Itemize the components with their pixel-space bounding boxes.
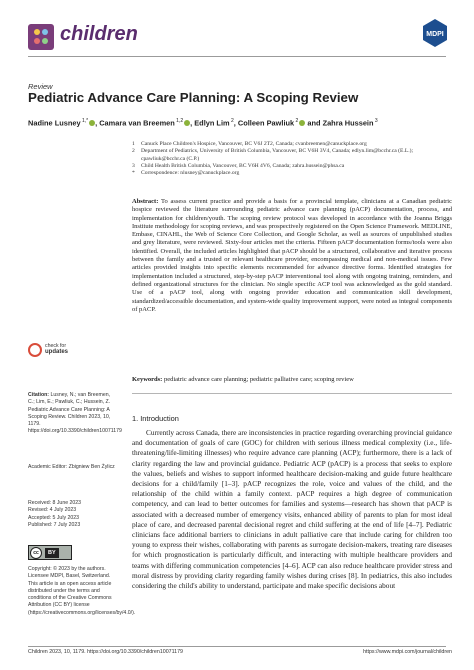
keywords-divider	[132, 393, 452, 394]
affiliation-item	[132, 163, 452, 170]
orcid-icon[interactable]	[299, 120, 305, 126]
creative-commons-icon: cc	[30, 547, 42, 559]
check-updates-line2: updates	[45, 348, 69, 355]
author-name[interactable]: Colleen Pawliuk	[237, 118, 295, 128]
author-affiliation-marker: 2	[229, 118, 234, 124]
article-title: Pediatric Advance Care Planning: A Scoping Review	[28, 90, 359, 105]
author-name[interactable]: Zahra Hussein	[322, 118, 374, 128]
date-accepted: Accepted: 5 July 2023	[28, 514, 80, 521]
body-text: Currently across Canada, there are inconsistencies in practice regarding overarching provincial guidance and documentation of goals of care (GOC) for children with serious illness medical complexity (i.e., life-threatening/life-limiting illnesses) who require advance care planning (ACP); furthermore, there is a lack of clarity regarding the law and provincial guidance. Pediatric ACP (pACP) is a process that seeks to explore the values, beliefs and wishes to support informed healthcare decision-making and guide future healthcare decisions for a child/family [1–3]. pACP recognizes the role, voice and values of the child, and the relationship of the child within a family context. pACP requires a high degree of communication competency, and can lead to better outcomes for families and systems—research has shown that pACP is associated with a decreased number of emergency visits, enhanced ability of parents to plan for most ideal place of care, and decreased parental decisional regret and child suffering at the end of life [4–7]. Pediatric clinicians face additional barriers to clinicians in adult palliative care that include caring for children too young to express their wishes, collaborating with parents as surrogate decision-makers, treating rare diseases for which prognostication is particularly difficult, and interacting with multiple healthcare providers and teams with differing communication competencies [4–6]. ACP can also reduce healthcare provider stress and moral distress by providing clarity regarding family wishes during crises [8]. In pediatrics, this also includes considering the child's ability to understand, participate and make specific decisions about	[132, 428, 452, 591]
affiliation-number: *	[132, 170, 135, 177]
author-affiliation-marker: 2	[294, 118, 299, 124]
keywords	[132, 376, 452, 384]
abstract	[132, 198, 452, 314]
abstract-label: Abstract:	[132, 198, 159, 205]
footer-divider	[28, 646, 446, 647]
affiliation-text: Canuck Place Children's Hospice, Vancouver, BC V6J 2T2, Canada; cvanbreemen@canuckplace.org	[141, 141, 367, 147]
affiliation-number: 3	[132, 162, 135, 169]
body-paragraph	[132, 428, 452, 591]
author-affiliation-marker: 1,*	[80, 118, 89, 124]
date-published: Published: 7 July 2023	[28, 521, 81, 528]
citation-block	[28, 392, 122, 436]
footer-journal-url[interactable]: https://www.mdpi.com/journal/children	[363, 649, 452, 655]
copyright-block: Copyright: © 2023 by the authors. Licensee MDPI, Basel, Switzerland. This article is an open access article distributed under the terms and conditions of the Creative Commons Attribution (CC BY) license (https://creativecommons.org/licenses/by/4.0/).	[28, 566, 136, 616]
abstract-text: To assess current practice and provide a basis for a provincial template, clinicians at a Canadian pediatric hospice reviewed the literature surrounding pediatric advance care planning (pACP) documentation, process, and implementation for children/youth. The scoping review protocol was developed in accordance with the Joanna Briggs Institute methodology for scoping reviews, and was prospectively registered on the Open Science Framework. MEDLINE, Embase, CINAHL, the Web of Science Core Collection, and Google Scholar, as well as sources of unpublished studies and grey literature, were reviewed. Sixty-four articles met the criteria. Fifteen pACP documentation forms/tools were also identified. Overall, the included articles highlighted that pACP should be a structured, collaborative and iterative process between the family and a trusted or relevant healthcare provider, encompassing medical and non-medical issues. Few articles provided insights into specific elements recommended for advance directive forms. Identified strategies for implementation included a structured, step-by-step pACP interventional tool along with ongoing training, reminders, and defined organizational structures for the clinician. No single specific ACP tool was acknowledged as the gold standard. Use of a pACP tool, along with ongoing provider education and communication skill development, standardized/accessible documentation, and system-wide quality improvement support, were noted as integral components of pACP.	[132, 198, 453, 313]
keywords-text: pediatric advance care planning; pediatric palliative care; scoping review	[163, 376, 354, 383]
affiliation-item	[132, 148, 452, 163]
svg-text:MDPI: MDPI	[426, 31, 444, 38]
date-received: Received: 8 June 2023	[28, 500, 82, 506]
author-name[interactable]: Camara van Breemen	[99, 118, 175, 128]
footer-citation[interactable]: Children 2023, 10, 1179. https://doi.org/10.3390/children10071179	[28, 649, 184, 655]
orcid-icon[interactable]	[184, 120, 190, 126]
author-name[interactable]: Nadine Lusney	[28, 118, 81, 128]
affiliation-item	[132, 170, 452, 177]
check-updates-line1: check for	[45, 343, 67, 349]
author-affiliation-marker: 3	[373, 118, 378, 124]
journal-logo-icon	[28, 24, 54, 50]
author-affiliation-marker: 1,2	[174, 118, 184, 124]
citation-text: Lusney, N.; van Breemen, C.; Lim, E.; Pawliuk, C.; Hussein, Z. Pediatric Advance Care Planning: A Scoping Review. Children 2023, 10, 1179. https://doi.org/10.3390/children10071179	[28, 392, 122, 435]
author-list: Nadine Lusney $^{1,*}$ , Camara van Breemen $^{1,2}$ , Edlyn Lim $^2$, Colleen Pawliuk $^2$ and Zahra Hussein $^3$	[28, 118, 378, 128]
author-name[interactable]: Edlyn Lim	[194, 118, 230, 128]
affiliations	[132, 141, 452, 177]
check-updates-icon[interactable]	[28, 343, 42, 357]
affiliation-text: Child Health British Columbia, Vancouver, BC V6H 4V6, Canada; zahra.hussein@phsa.ca	[141, 162, 345, 169]
section-heading: 1. Introduction	[132, 414, 179, 423]
academic-editor: Academic Editor: Zbigniew Ben Żyliсz	[28, 464, 115, 470]
keywords-label: Keywords:	[132, 376, 163, 383]
journal-name[interactable]: children	[60, 23, 138, 45]
affiliation-text: Department of Pediatrics, University of British Columbia, Vancouver, BC V6H 3V4, Canada; edlyn.lim@bcchr.ca (E.L.); cpawliuk@bcchr.ca (C.P.)	[141, 148, 414, 162]
dates-block	[28, 500, 118, 529]
orcid-icon[interactable]	[89, 120, 95, 126]
affiliation-number: 1	[132, 141, 135, 147]
date-revised: Revised: 4 July 2023	[28, 507, 77, 514]
cc-by-license-badge[interactable]	[28, 545, 72, 560]
affiliation-number: 2	[132, 148, 135, 155]
by-label: BY	[45, 548, 59, 558]
mdpi-logo-icon[interactable]	[421, 18, 449, 48]
article-type: Review	[28, 82, 53, 91]
citation-label: Citation:	[28, 392, 50, 398]
header-divider	[28, 56, 446, 57]
affiliation-text: Correspondence: nlusney@canuckplace.org	[141, 170, 240, 177]
check-updates-badge[interactable]	[45, 344, 68, 355]
